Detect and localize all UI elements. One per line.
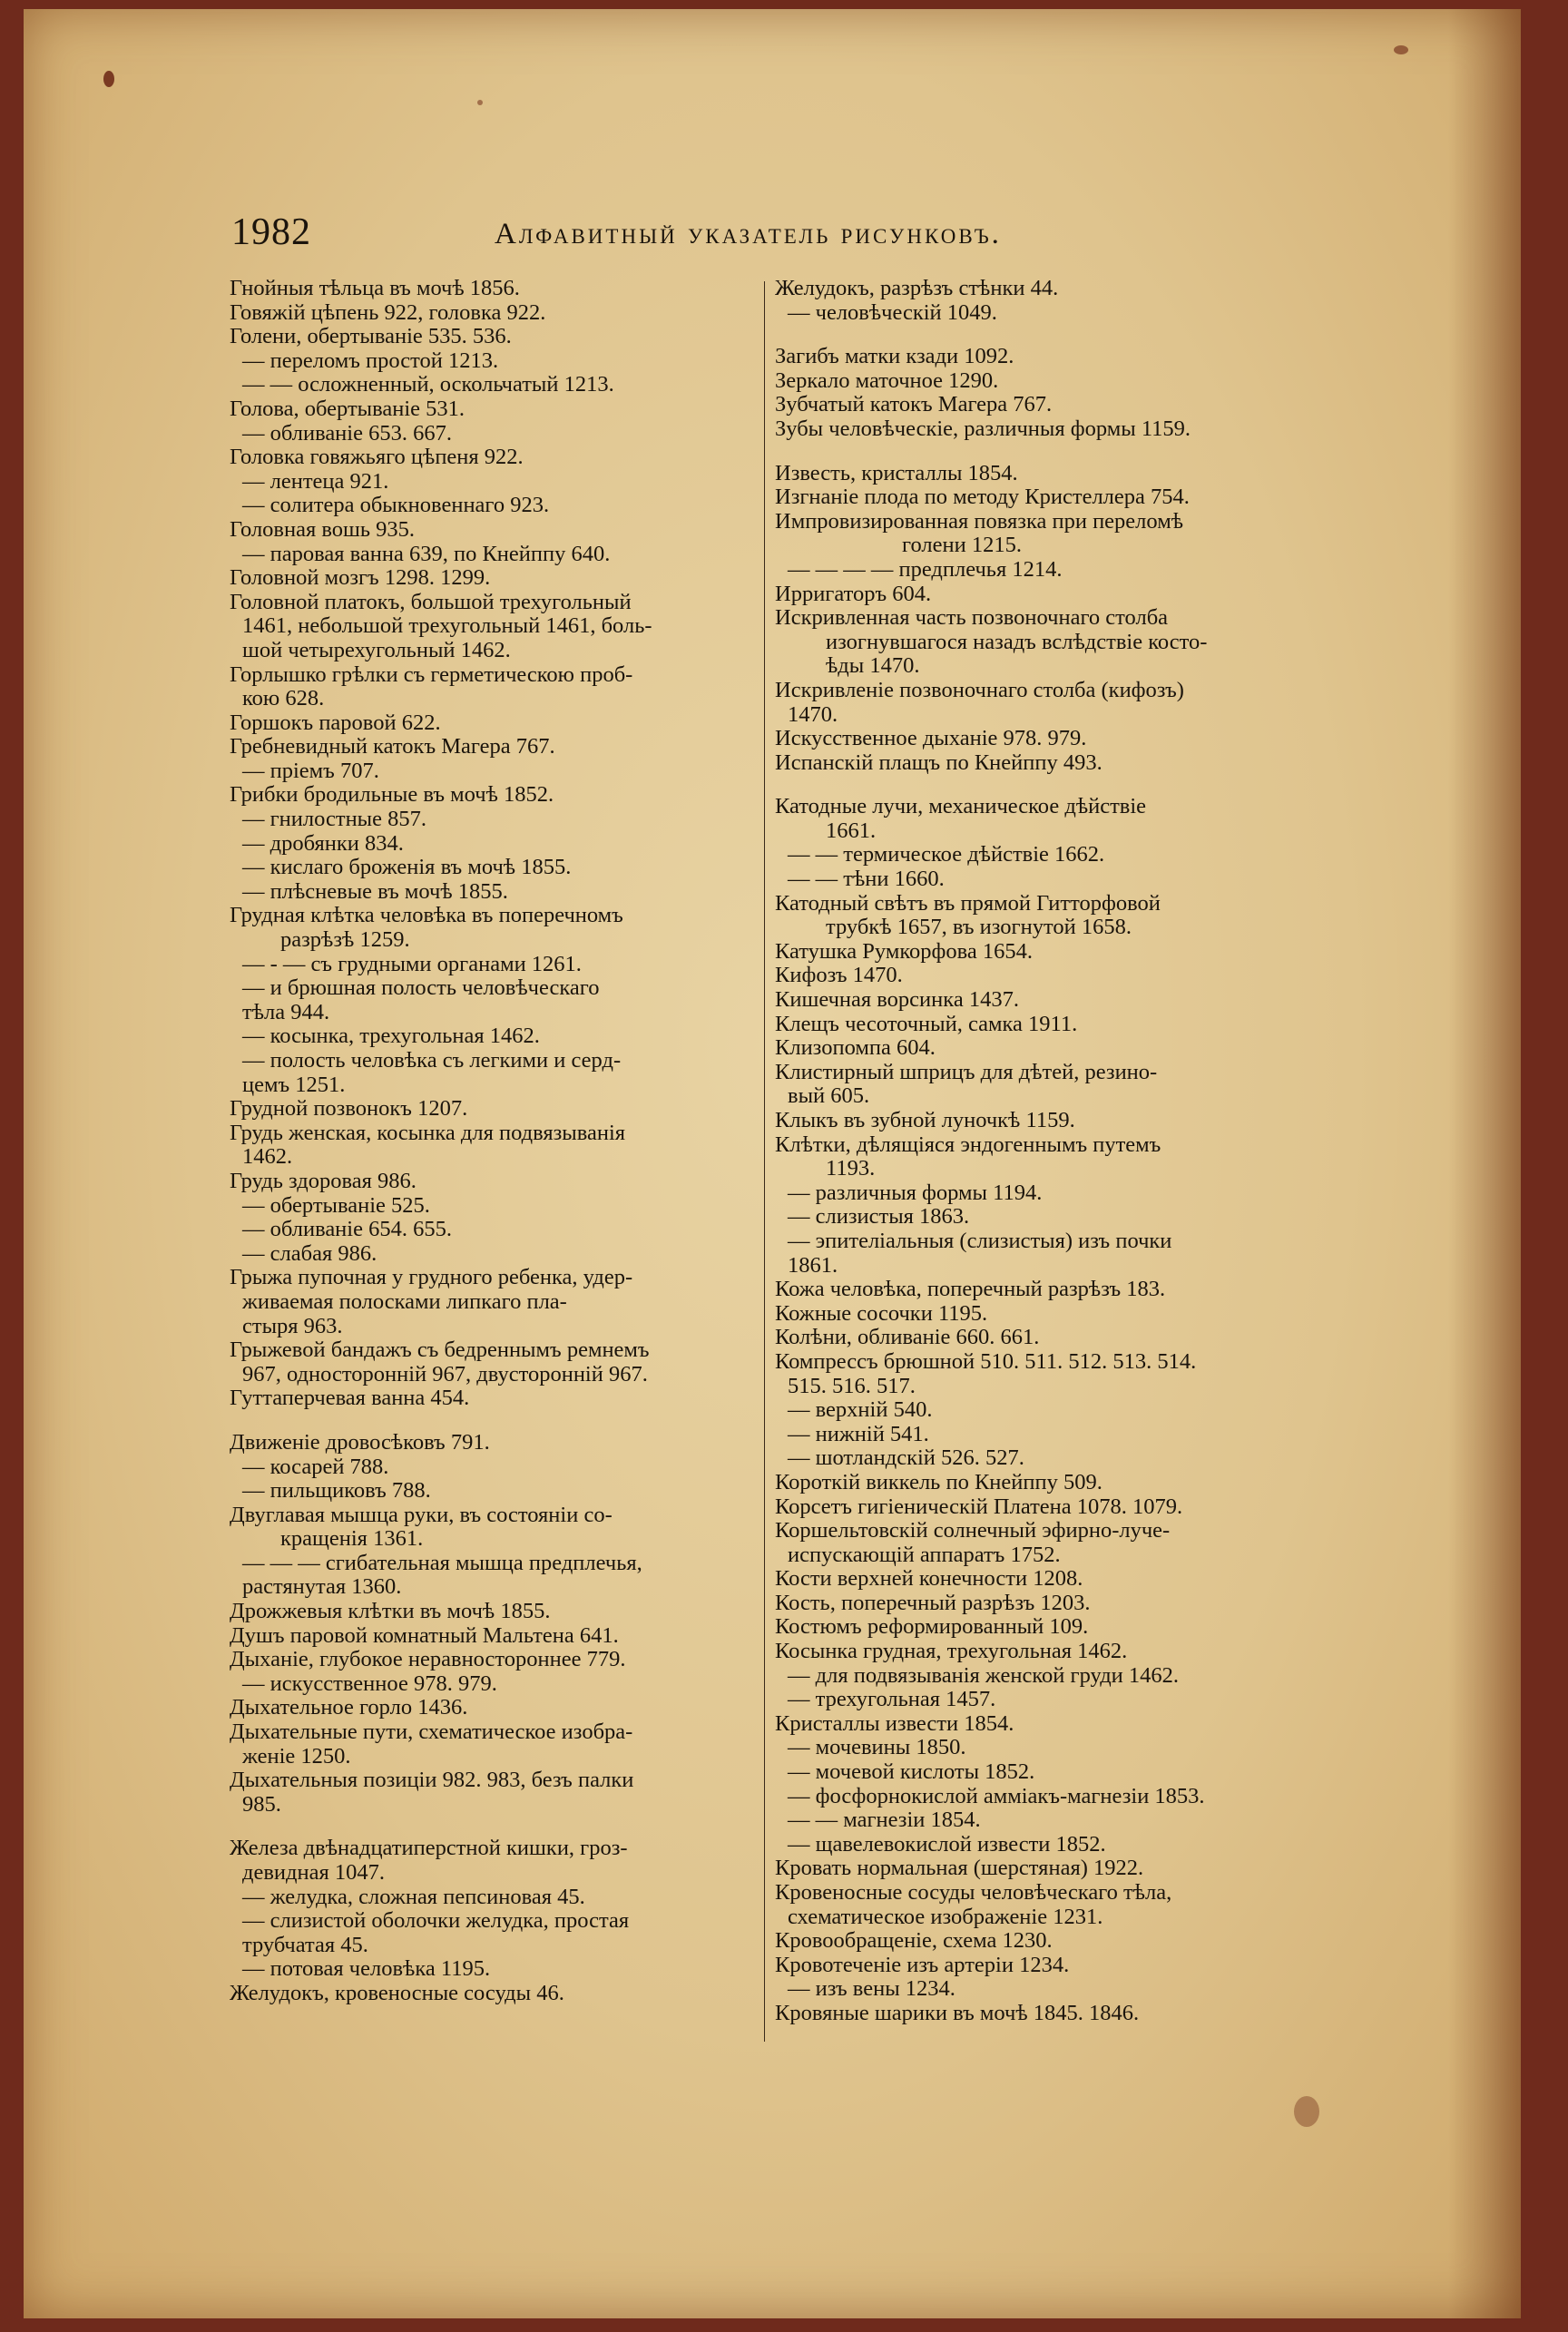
index-entry: стыря 963. [242, 1313, 343, 1338]
index-entry: — потовая человѣка 1195. [242, 1956, 491, 1982]
index-entry: Горлышко грѣлки съ герметическою проб- [230, 661, 633, 687]
index-entry: — обливаніе 653. 667. [242, 420, 452, 446]
index-entry: 967, односторонній 967, двусторонній 967. [242, 1361, 648, 1386]
index-entry: — лентеца 921. [242, 468, 389, 494]
ink-blot [1294, 2096, 1319, 2127]
index-entry: — изъ вены 1234. [788, 1976, 956, 2002]
index-entry: Гребневидный катокъ Магера 767. [230, 734, 555, 759]
index-entry: — слабая 986. [242, 1240, 377, 1266]
index-entry: растянутая 1360. [242, 1574, 402, 1600]
index-entry: — эпителіальныя (слизистыя) изъ почки [788, 1228, 1172, 1253]
index-entry: Кифозъ 1470. [775, 963, 903, 988]
index-entry: Головная вошь 935. [230, 516, 416, 542]
index-entry: Дыхательныя позиціи 982. 983, безъ палки [230, 1768, 634, 1793]
index-entry: — косарей 788. [242, 1454, 389, 1479]
index-entry: Косынка грудная, трехугольная 1462. [775, 1639, 1128, 1664]
index-entry: — искусственное 978. 979. [242, 1671, 497, 1696]
index-entry: Ирригаторъ 604. [775, 581, 932, 606]
index-entry: 1461, небольшой трехугольный 1461, боль- [242, 613, 652, 639]
index-entry: Гуттаперчевая ванна 454. [230, 1386, 470, 1411]
index-entry: испускающій аппаратъ 1752. [788, 1542, 1061, 1567]
index-entry: Известь, кристаллы 1854. [775, 460, 1018, 485]
index-entry: Кости верхней конечности 1208. [775, 1566, 1083, 1592]
index-entry: — гнилостные 857. [242, 807, 427, 832]
index-entry: — для подвязыванія женской груди 1462. [788, 1662, 1180, 1688]
index-entry: Клѣтки, дѣлящіяся эндогеннымъ путемъ [775, 1132, 1161, 1157]
index-entry: Загибъ матки кзади 1092. [775, 344, 1014, 369]
index-entry: — слизистой оболочки желудка, простая [242, 1908, 630, 1934]
index-entry: Кровотеченіе изъ артеріи 1234. [775, 1952, 1070, 1977]
index-entry: — переломъ простой 1213. [242, 348, 499, 373]
index-entry: — солитера обыкновеннаго 923. [242, 493, 550, 518]
index-entry: голени 1215. [902, 533, 1022, 558]
ink-blot [103, 71, 114, 87]
index-entry: — — магнезіи 1854. [788, 1808, 981, 1833]
page-number: 1982 [231, 211, 311, 253]
index-entry: — — осложненный, оскольчатый 1213. [242, 372, 614, 397]
index-entry: Головка говяжьяго цѣпеня 922. [230, 445, 524, 470]
index-entry: Горшокъ паровой 622. [230, 710, 441, 735]
index-entry: Дрожжевыя клѣтки въ мочѣ 1855. [230, 1599, 551, 1624]
index-entry: Клистирный шприцъ для дѣтей, резино- [775, 1059, 1158, 1084]
index-entry: — шотландскій 526. 527. [788, 1445, 1024, 1471]
ink-blot [477, 100, 483, 105]
index-entry: Искривленная часть позвоночнаго столба [775, 605, 1169, 631]
index-entry: Искривленіе позвоночнаго столба (кифозъ) [775, 677, 1184, 702]
index-entry: 1193. [826, 1156, 876, 1181]
index-entry: Двуглавая мышца руки, въ состояніи со- [230, 1502, 612, 1527]
index-entry: 1861. [788, 1252, 838, 1278]
index-entry: Изгнаніе плода по методу Кристеллера 754. [775, 485, 1190, 510]
index-entry: — различныя формы 1194. [788, 1180, 1043, 1205]
index-entry: Кровеносные сосуды человѣческаго тѣла, [775, 1880, 1172, 1905]
index-entry: Короткій виккель по Кнейппу 509. [775, 1469, 1102, 1494]
ink-blot [1394, 45, 1408, 54]
index-entry: 1470. [788, 701, 838, 727]
index-entry: — — тѣни 1660. [788, 867, 945, 892]
index-entry: Кровообращеніе, схема 1230. [775, 1928, 1053, 1954]
index-entry: — щавелевокислой извести 1852. [788, 1831, 1106, 1857]
index-entry: Желудокъ, разрѣзъ стѣнки 44. [775, 276, 1059, 300]
index-entry: Грыжа пупочная у грудного ребенка, удер- [230, 1265, 633, 1290]
index-entry: — полость человѣка съ легкими и серд- [242, 1048, 622, 1073]
running-title: Алфавитный указатель рисунковъ. [495, 218, 1002, 250]
index-entry: Клизопомпа 604. [775, 1035, 936, 1061]
index-entry: Голени, обертываніе 535. 536. [230, 324, 512, 349]
index-entry: Корсетъ гигіеническій Платена 1078. 1079. [775, 1494, 1183, 1519]
index-entry: — — — — предплечья 1214. [788, 556, 1063, 582]
index-entry: Кожа человѣка, поперечный разрѣзъ 183. [775, 1277, 1166, 1302]
index-entry: — мочевой кислоты 1852. [788, 1759, 1035, 1785]
index-entry: 1661. [826, 818, 877, 843]
index-entry: вый 605. [788, 1083, 870, 1109]
index-entry: Компрессъ брюшной 510. 511. 512. 513. 514. [775, 1348, 1197, 1374]
index-entry: — — термическое дѣйствіе 1662. [788, 842, 1105, 867]
index-entry: схематическое изображеніе 1231. [788, 1904, 1103, 1929]
index-entry: Кишечная ворсинка 1437. [775, 987, 1019, 1013]
index-entry: женіе 1250. [242, 1743, 351, 1769]
index-entry: — нижній 541. [788, 1421, 929, 1446]
page-header [231, 211, 1139, 265]
index-entry: — - — съ грудными органами 1261. [242, 951, 582, 976]
index-entry: Искусственное дыханіе 978. 979. [775, 726, 1087, 751]
index-entry: Дыхательные пути, схематическое изобра- [230, 1720, 633, 1745]
index-entry: трубкѣ 1657, въ изогнутой 1658. [826, 915, 1132, 940]
index-entry: Головной платокъ, большой трехугольный [230, 589, 632, 614]
index-entry: 985. [242, 1791, 281, 1817]
index-entry: разрѣзѣ 1259. [280, 927, 410, 953]
index-entry: Грудная клѣтка человѣка въ поперечномъ [230, 903, 623, 928]
index-entry: — мочевины 1850. [788, 1735, 966, 1760]
index-entry: Зубчатый катокъ Магера 767. [775, 392, 1053, 417]
index-entry: Гнойныя тѣльца въ мочѣ 1856. [230, 276, 520, 300]
index-entry: девидная 1047. [242, 1860, 385, 1885]
index-entry: живаемая полосками липкаго пла- [242, 1288, 567, 1314]
index-entry: Катушка Румкорфова 1654. [775, 938, 1033, 964]
index-entry: цемъ 1251. [242, 1072, 346, 1097]
index-entry: Желудокъ, кровеносные сосуды 46. [230, 1980, 564, 2005]
index-entry: ѣды 1470. [826, 653, 920, 679]
index-entry: Говяжій цѣпень 922, головка 922. [230, 299, 546, 325]
index-entry: Движеніе дровосѣковъ 791. [230, 1429, 490, 1455]
index-entry: 515. 516. 517. [788, 1373, 916, 1398]
index-entry: — паровая ванна 639, по Кнейппу 640. [242, 541, 611, 566]
index-entry: — плѣсневые въ мочѣ 1855. [242, 878, 508, 904]
index-entry: — фосфорнокислой аммiакъ-магнезiи 1853. [788, 1783, 1205, 1808]
index-entry: — кислаго броженія въ мочѣ 1855. [242, 855, 572, 880]
index-entry: Головной мозгъ 1298. 1299. [230, 565, 491, 591]
index-entry: Катодный свѣтъ въ прямой Гитторфовой [775, 890, 1161, 916]
index-entry: трубчатая 45. [242, 1932, 368, 1957]
index-entry: шой четырехугольный 1462. [242, 637, 511, 662]
index-entry: 1462. [242, 1144, 293, 1170]
index-entry: Костюмъ реформированный 109. [775, 1614, 1089, 1640]
index-entry: Душъ паровой комнатный Мальтена 641. [230, 1622, 619, 1648]
index-entry: Зеркало маточное 1290. [775, 367, 999, 393]
index-entry: Кожные сосочки 1195. [775, 1300, 988, 1326]
index-entry: Клещъ чесоточный, самка 1911. [775, 1011, 1078, 1036]
index-entry: Дыханіе, глубокое неравностороннее 779. [230, 1647, 626, 1672]
index-column-left [230, 277, 774, 2006]
index-column-right [775, 277, 1338, 2026]
index-entry: Голова, обертываніе 531. [230, 396, 466, 421]
index-entry: Кровяные шарики въ мочѣ 1845. 1846. [775, 2000, 1140, 2025]
index-entry: Колѣни, обливаніе 660. 661. [775, 1325, 1040, 1350]
index-entry: — трехугольная 1457. [788, 1687, 996, 1712]
index-entry: — пріемъ 707. [242, 758, 379, 783]
index-entry: Кристаллы извести 1854. [775, 1710, 1014, 1736]
index-entry: — человѣческій 1049. [788, 299, 997, 325]
index-entry: — и брюшная полость человѣческаго [242, 975, 600, 1001]
index-entry: Импровизированная повязка при переломѣ [775, 508, 1183, 534]
index-entry: Грибки бродильные въ мочѣ 1852. [230, 782, 554, 808]
index-entry: — желудка, сложная пепсиновая 45. [242, 1884, 585, 1909]
index-entry: Зубы человѣческіе, различныя формы 1159. [775, 416, 1191, 441]
index-entry: Катодные лучи, механическое дѣйствіе [775, 794, 1147, 819]
index-entry: тѣла 944. [242, 999, 330, 1024]
index-entry: Дыхательное горло 1436. [230, 1695, 468, 1720]
index-entry: Коршельтовскій солнечный эфирно-луче- [775, 1518, 1171, 1543]
index-entry: Железа двѣнадцатиперстной кишки, гроз- [230, 1836, 628, 1861]
index-entry: — слизистыя 1863. [788, 1204, 970, 1230]
index-entry: Грыжевой бандажъ съ бедреннымъ ремнемъ [230, 1337, 650, 1363]
index-entry: — верхній 540. [788, 1397, 933, 1423]
index-entry: — обливаніе 654. 655. [242, 1217, 452, 1242]
index-entry: Кость, поперечный разрѣзъ 1203. [775, 1590, 1091, 1615]
index-entry: — — — сгибательная мышца предплечья, [242, 1550, 642, 1575]
index-entry: Кровать нормальная (шерстяная) 1922. [775, 1856, 1144, 1881]
index-entry: — дробянки 834. [242, 830, 404, 856]
index-entry: кою 628. [242, 686, 325, 711]
index-entry: Грудь женская, косынка для подвязыванія [230, 1120, 626, 1145]
index-entry: кращенія 1361. [280, 1526, 424, 1552]
index-entry: Грудь здоровая 986. [230, 1168, 416, 1193]
index-entry: Грудной позвонокъ 1207. [230, 1096, 468, 1122]
index-entry: Испанскій плащъ по Кнейппу 493. [775, 750, 1102, 775]
index-entry: — косынка, трехугольная 1462. [242, 1024, 540, 1049]
index-entry: Клыкъ въ зубной луночкѣ 1159. [775, 1108, 1075, 1132]
index-entry: — пильщиковъ 788. [242, 1478, 431, 1504]
index-entry: — обертываніе 525. [242, 1192, 430, 1218]
index-entry: изогнувшагося назадъ вслѣдствіе косто- [826, 629, 1208, 654]
